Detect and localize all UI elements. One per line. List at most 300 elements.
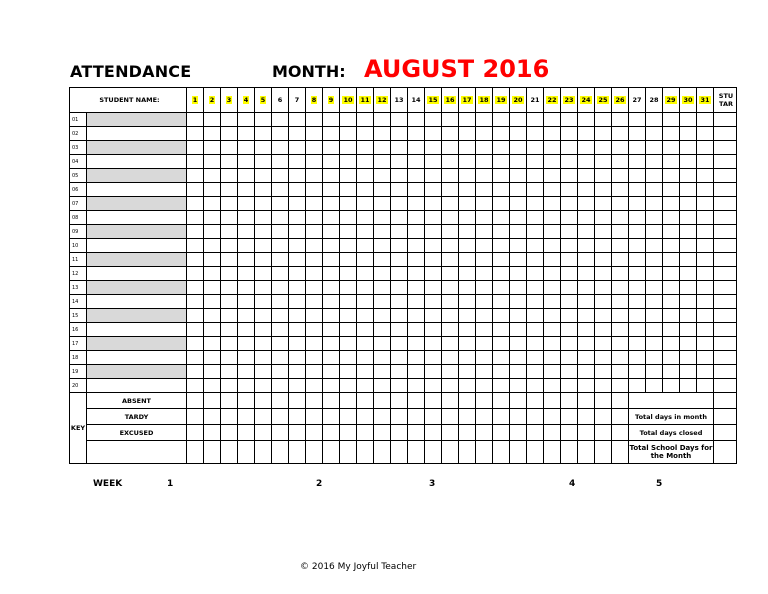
attendance-cell[interactable] xyxy=(680,239,697,253)
attendance-cell[interactable] xyxy=(697,323,714,337)
attendance-cell[interactable] xyxy=(340,183,357,197)
attendance-cell[interactable] xyxy=(340,267,357,281)
attendance-cell[interactable] xyxy=(527,281,544,295)
attendance-cell[interactable] xyxy=(374,323,391,337)
attendance-cell[interactable] xyxy=(442,211,459,225)
attendance-cell[interactable] xyxy=(510,323,527,337)
attendance-cell[interactable] xyxy=(680,225,697,239)
attendance-cell[interactable] xyxy=(238,169,255,183)
attendance-cell[interactable] xyxy=(459,239,476,253)
attendance-cell[interactable] xyxy=(493,295,510,309)
key-cell[interactable] xyxy=(493,409,510,425)
attendance-cell[interactable] xyxy=(289,337,306,351)
attendance-cell[interactable] xyxy=(510,183,527,197)
attendance-cell[interactable] xyxy=(663,323,680,337)
attendance-cell[interactable] xyxy=(510,113,527,127)
attendance-cell[interactable] xyxy=(272,267,289,281)
attendance-cell[interactable] xyxy=(340,225,357,239)
attendance-cell[interactable] xyxy=(459,183,476,197)
key-cell[interactable] xyxy=(204,425,221,441)
attendance-cell[interactable] xyxy=(306,323,323,337)
attendance-cell[interactable] xyxy=(408,239,425,253)
attendance-cell[interactable] xyxy=(697,337,714,351)
student-name-cell[interactable] xyxy=(87,225,187,239)
key-cell[interactable] xyxy=(493,393,510,409)
attendance-cell[interactable] xyxy=(357,323,374,337)
attendance-cell[interactable] xyxy=(323,183,340,197)
attendance-cell[interactable] xyxy=(544,267,561,281)
attendance-cell[interactable] xyxy=(510,281,527,295)
key-cell[interactable] xyxy=(425,393,442,409)
key-cell[interactable] xyxy=(510,393,527,409)
attendance-cell[interactable] xyxy=(612,225,629,239)
key-cell[interactable] xyxy=(408,393,425,409)
attendance-cell[interactable] xyxy=(238,379,255,393)
attendance-cell[interactable] xyxy=(391,211,408,225)
key-cell[interactable] xyxy=(578,441,595,464)
attendance-cell[interactable] xyxy=(323,337,340,351)
attendance-cell[interactable] xyxy=(204,309,221,323)
attendance-cell[interactable] xyxy=(510,351,527,365)
attendance-cell[interactable] xyxy=(187,323,204,337)
attendance-cell[interactable] xyxy=(663,183,680,197)
attendance-cell[interactable] xyxy=(238,337,255,351)
summary-value-cell[interactable] xyxy=(714,393,737,409)
attendance-cell[interactable] xyxy=(493,141,510,155)
attendance-cell[interactable] xyxy=(204,197,221,211)
attendance-cell[interactable] xyxy=(629,155,646,169)
attendance-cell[interactable] xyxy=(374,183,391,197)
attendance-cell[interactable] xyxy=(340,309,357,323)
attendance-cell[interactable] xyxy=(408,351,425,365)
attendance-cell[interactable] xyxy=(204,239,221,253)
attendance-cell[interactable] xyxy=(408,365,425,379)
key-cell[interactable] xyxy=(221,409,238,425)
attendance-cell[interactable] xyxy=(357,225,374,239)
attendance-cell[interactable] xyxy=(238,351,255,365)
attendance-cell[interactable] xyxy=(476,351,493,365)
attendance-cell[interactable] xyxy=(425,253,442,267)
attendance-cell[interactable] xyxy=(561,169,578,183)
key-cell[interactable] xyxy=(255,393,272,409)
summary-value-cell[interactable] xyxy=(714,425,737,441)
attendance-cell[interactable] xyxy=(255,365,272,379)
attendance-cell[interactable] xyxy=(374,365,391,379)
student-name-cell[interactable] xyxy=(87,295,187,309)
attendance-cell[interactable] xyxy=(204,155,221,169)
attendance-cell[interactable] xyxy=(272,309,289,323)
attendance-cell[interactable] xyxy=(612,351,629,365)
attendance-cell[interactable] xyxy=(459,141,476,155)
attendance-cell[interactable] xyxy=(238,239,255,253)
attendance-cell[interactable] xyxy=(544,113,561,127)
attendance-cell[interactable] xyxy=(595,197,612,211)
attendance-cell[interactable] xyxy=(459,197,476,211)
key-cell[interactable] xyxy=(612,425,629,441)
attendance-cell[interactable] xyxy=(697,155,714,169)
attendance-cell[interactable] xyxy=(680,351,697,365)
attendance-cell[interactable] xyxy=(238,183,255,197)
attendance-cell[interactable] xyxy=(255,183,272,197)
attendance-cell[interactable] xyxy=(340,295,357,309)
attendance-cell[interactable] xyxy=(289,309,306,323)
student-total-cell[interactable] xyxy=(714,323,737,337)
attendance-cell[interactable] xyxy=(595,295,612,309)
attendance-cell[interactable] xyxy=(442,323,459,337)
attendance-cell[interactable] xyxy=(391,141,408,155)
attendance-cell[interactable] xyxy=(680,253,697,267)
attendance-cell[interactable] xyxy=(510,211,527,225)
attendance-cell[interactable] xyxy=(187,365,204,379)
attendance-cell[interactable] xyxy=(255,127,272,141)
attendance-cell[interactable] xyxy=(578,323,595,337)
attendance-cell[interactable] xyxy=(374,141,391,155)
attendance-cell[interactable] xyxy=(238,267,255,281)
attendance-cell[interactable] xyxy=(323,351,340,365)
attendance-cell[interactable] xyxy=(561,155,578,169)
key-cell[interactable] xyxy=(374,441,391,464)
attendance-cell[interactable] xyxy=(646,379,663,393)
attendance-cell[interactable] xyxy=(561,267,578,281)
attendance-cell[interactable] xyxy=(272,295,289,309)
attendance-cell[interactable] xyxy=(187,351,204,365)
attendance-cell[interactable] xyxy=(187,127,204,141)
attendance-cell[interactable] xyxy=(680,169,697,183)
key-cell[interactable] xyxy=(238,409,255,425)
attendance-cell[interactable] xyxy=(408,281,425,295)
attendance-cell[interactable] xyxy=(697,379,714,393)
attendance-cell[interactable] xyxy=(187,267,204,281)
attendance-cell[interactable] xyxy=(544,281,561,295)
key-cell[interactable] xyxy=(544,409,561,425)
attendance-cell[interactable] xyxy=(442,267,459,281)
attendance-cell[interactable] xyxy=(612,323,629,337)
attendance-cell[interactable] xyxy=(306,281,323,295)
attendance-cell[interactable] xyxy=(459,379,476,393)
attendance-cell[interactable] xyxy=(238,295,255,309)
attendance-cell[interactable] xyxy=(357,239,374,253)
attendance-cell[interactable] xyxy=(272,253,289,267)
student-name-cell[interactable] xyxy=(87,379,187,393)
attendance-cell[interactable] xyxy=(459,225,476,239)
attendance-cell[interactable] xyxy=(493,253,510,267)
student-total-cell[interactable] xyxy=(714,183,737,197)
attendance-cell[interactable] xyxy=(646,141,663,155)
attendance-cell[interactable] xyxy=(221,281,238,295)
attendance-cell[interactable] xyxy=(306,379,323,393)
attendance-cell[interactable] xyxy=(476,267,493,281)
attendance-cell[interactable] xyxy=(595,267,612,281)
key-cell[interactable] xyxy=(425,425,442,441)
attendance-cell[interactable] xyxy=(221,141,238,155)
attendance-cell[interactable] xyxy=(306,155,323,169)
attendance-cell[interactable] xyxy=(357,127,374,141)
attendance-cell[interactable] xyxy=(289,323,306,337)
attendance-cell[interactable] xyxy=(255,379,272,393)
attendance-cell[interactable] xyxy=(578,155,595,169)
attendance-cell[interactable] xyxy=(646,267,663,281)
attendance-cell[interactable] xyxy=(272,211,289,225)
attendance-cell[interactable] xyxy=(510,365,527,379)
summary-value-cell[interactable] xyxy=(714,409,737,425)
key-cell[interactable] xyxy=(221,425,238,441)
attendance-cell[interactable] xyxy=(323,253,340,267)
attendance-cell[interactable] xyxy=(612,281,629,295)
attendance-cell[interactable] xyxy=(340,323,357,337)
attendance-cell[interactable] xyxy=(629,141,646,155)
attendance-cell[interactable] xyxy=(289,239,306,253)
attendance-cell[interactable] xyxy=(272,113,289,127)
attendance-cell[interactable] xyxy=(680,113,697,127)
attendance-cell[interactable] xyxy=(629,379,646,393)
attendance-cell[interactable] xyxy=(561,113,578,127)
attendance-cell[interactable] xyxy=(408,225,425,239)
key-cell[interactable] xyxy=(442,393,459,409)
attendance-cell[interactable] xyxy=(578,239,595,253)
attendance-cell[interactable] xyxy=(595,351,612,365)
attendance-cell[interactable] xyxy=(221,351,238,365)
attendance-cell[interactable] xyxy=(663,267,680,281)
attendance-cell[interactable] xyxy=(578,267,595,281)
attendance-cell[interactable] xyxy=(493,127,510,141)
attendance-cell[interactable] xyxy=(374,295,391,309)
attendance-cell[interactable] xyxy=(425,239,442,253)
attendance-cell[interactable] xyxy=(238,253,255,267)
attendance-cell[interactable] xyxy=(663,337,680,351)
attendance-cell[interactable] xyxy=(289,127,306,141)
attendance-cell[interactable] xyxy=(289,351,306,365)
key-cell[interactable] xyxy=(391,409,408,425)
attendance-cell[interactable] xyxy=(476,141,493,155)
attendance-cell[interactable] xyxy=(544,211,561,225)
attendance-cell[interactable] xyxy=(374,239,391,253)
attendance-cell[interactable] xyxy=(340,141,357,155)
student-total-cell[interactable] xyxy=(714,127,737,141)
student-total-cell[interactable] xyxy=(714,113,737,127)
key-cell[interactable] xyxy=(272,425,289,441)
attendance-cell[interactable] xyxy=(323,365,340,379)
key-cell[interactable] xyxy=(425,409,442,425)
attendance-cell[interactable] xyxy=(272,169,289,183)
attendance-cell[interactable] xyxy=(663,239,680,253)
attendance-cell[interactable] xyxy=(527,309,544,323)
attendance-cell[interactable] xyxy=(323,113,340,127)
attendance-cell[interactable] xyxy=(238,197,255,211)
student-name-cell[interactable] xyxy=(87,141,187,155)
attendance-cell[interactable] xyxy=(527,127,544,141)
attendance-cell[interactable] xyxy=(629,309,646,323)
attendance-cell[interactable] xyxy=(629,253,646,267)
attendance-cell[interactable] xyxy=(595,211,612,225)
attendance-cell[interactable] xyxy=(204,323,221,337)
attendance-cell[interactable] xyxy=(323,309,340,323)
key-cell[interactable] xyxy=(527,425,544,441)
attendance-cell[interactable] xyxy=(442,183,459,197)
attendance-cell[interactable] xyxy=(629,351,646,365)
attendance-cell[interactable] xyxy=(323,155,340,169)
attendance-cell[interactable] xyxy=(595,309,612,323)
attendance-cell[interactable] xyxy=(595,365,612,379)
key-cell[interactable] xyxy=(544,441,561,464)
attendance-cell[interactable] xyxy=(629,365,646,379)
attendance-cell[interactable] xyxy=(204,267,221,281)
attendance-cell[interactable] xyxy=(595,323,612,337)
attendance-cell[interactable] xyxy=(357,183,374,197)
student-total-cell[interactable] xyxy=(714,281,737,295)
attendance-cell[interactable] xyxy=(629,183,646,197)
attendance-cell[interactable] xyxy=(357,141,374,155)
attendance-cell[interactable] xyxy=(357,267,374,281)
attendance-cell[interactable] xyxy=(646,197,663,211)
attendance-cell[interactable] xyxy=(357,169,374,183)
key-cell[interactable] xyxy=(510,441,527,464)
attendance-cell[interactable] xyxy=(680,365,697,379)
attendance-cell[interactable] xyxy=(289,281,306,295)
attendance-cell[interactable] xyxy=(238,141,255,155)
attendance-cell[interactable] xyxy=(561,281,578,295)
attendance-cell[interactable] xyxy=(289,295,306,309)
key-cell[interactable] xyxy=(289,393,306,409)
student-total-cell[interactable] xyxy=(714,379,737,393)
attendance-cell[interactable] xyxy=(408,323,425,337)
key-cell[interactable] xyxy=(442,409,459,425)
attendance-cell[interactable] xyxy=(306,309,323,323)
attendance-cell[interactable] xyxy=(578,211,595,225)
student-total-cell[interactable] xyxy=(714,225,737,239)
key-cell[interactable] xyxy=(306,441,323,464)
key-cell[interactable] xyxy=(527,409,544,425)
attendance-cell[interactable] xyxy=(527,351,544,365)
attendance-cell[interactable] xyxy=(306,197,323,211)
attendance-cell[interactable] xyxy=(510,309,527,323)
attendance-cell[interactable] xyxy=(493,225,510,239)
attendance-cell[interactable] xyxy=(425,281,442,295)
attendance-cell[interactable] xyxy=(221,211,238,225)
attendance-cell[interactable] xyxy=(493,323,510,337)
key-cell[interactable] xyxy=(340,409,357,425)
student-total-cell[interactable] xyxy=(714,337,737,351)
attendance-cell[interactable] xyxy=(544,351,561,365)
attendance-cell[interactable] xyxy=(391,267,408,281)
key-cell[interactable] xyxy=(459,425,476,441)
attendance-cell[interactable] xyxy=(425,379,442,393)
student-name-cell[interactable] xyxy=(87,239,187,253)
attendance-cell[interactable] xyxy=(442,281,459,295)
attendance-cell[interactable] xyxy=(663,169,680,183)
student-total-cell[interactable] xyxy=(714,211,737,225)
attendance-cell[interactable] xyxy=(663,225,680,239)
attendance-cell[interactable] xyxy=(238,225,255,239)
attendance-cell[interactable] xyxy=(187,211,204,225)
attendance-cell[interactable] xyxy=(289,155,306,169)
attendance-cell[interactable] xyxy=(425,127,442,141)
attendance-cell[interactable] xyxy=(612,239,629,253)
attendance-cell[interactable] xyxy=(578,183,595,197)
attendance-cell[interactable] xyxy=(646,309,663,323)
attendance-cell[interactable] xyxy=(459,281,476,295)
key-cell[interactable] xyxy=(442,441,459,464)
attendance-cell[interactable] xyxy=(561,211,578,225)
attendance-cell[interactable] xyxy=(221,225,238,239)
attendance-cell[interactable] xyxy=(527,295,544,309)
attendance-cell[interactable] xyxy=(374,379,391,393)
attendance-cell[interactable] xyxy=(544,309,561,323)
attendance-cell[interactable] xyxy=(510,267,527,281)
attendance-cell[interactable] xyxy=(204,351,221,365)
key-cell[interactable] xyxy=(306,409,323,425)
attendance-cell[interactable] xyxy=(629,337,646,351)
attendance-cell[interactable] xyxy=(442,127,459,141)
attendance-cell[interactable] xyxy=(544,253,561,267)
attendance-cell[interactable] xyxy=(697,239,714,253)
attendance-cell[interactable] xyxy=(255,337,272,351)
attendance-cell[interactable] xyxy=(357,295,374,309)
attendance-cell[interactable] xyxy=(544,197,561,211)
attendance-cell[interactable] xyxy=(646,225,663,239)
attendance-cell[interactable] xyxy=(255,239,272,253)
attendance-cell[interactable] xyxy=(391,239,408,253)
attendance-cell[interactable] xyxy=(459,113,476,127)
attendance-cell[interactable] xyxy=(527,155,544,169)
attendance-cell[interactable] xyxy=(391,155,408,169)
attendance-cell[interactable] xyxy=(442,337,459,351)
attendance-cell[interactable] xyxy=(680,197,697,211)
key-cell[interactable] xyxy=(527,393,544,409)
attendance-cell[interactable] xyxy=(510,379,527,393)
attendance-cell[interactable] xyxy=(561,183,578,197)
attendance-cell[interactable] xyxy=(408,309,425,323)
attendance-cell[interactable] xyxy=(340,365,357,379)
attendance-cell[interactable] xyxy=(646,323,663,337)
key-cell[interactable] xyxy=(374,409,391,425)
attendance-cell[interactable] xyxy=(238,365,255,379)
attendance-cell[interactable] xyxy=(476,169,493,183)
attendance-cell[interactable] xyxy=(272,225,289,239)
attendance-cell[interactable] xyxy=(425,169,442,183)
attendance-cell[interactable] xyxy=(255,155,272,169)
attendance-cell[interactable] xyxy=(323,169,340,183)
attendance-cell[interactable] xyxy=(204,183,221,197)
key-cell[interactable] xyxy=(374,425,391,441)
attendance-cell[interactable] xyxy=(646,183,663,197)
student-name-cell[interactable] xyxy=(87,127,187,141)
key-cell[interactable] xyxy=(493,425,510,441)
attendance-cell[interactable] xyxy=(221,239,238,253)
student-name-cell[interactable] xyxy=(87,183,187,197)
key-cell[interactable] xyxy=(187,441,204,464)
key-cell[interactable] xyxy=(459,441,476,464)
student-total-cell[interactable] xyxy=(714,351,737,365)
attendance-cell[interactable] xyxy=(493,211,510,225)
attendance-cell[interactable] xyxy=(459,337,476,351)
attendance-cell[interactable] xyxy=(595,239,612,253)
student-name-cell[interactable] xyxy=(87,351,187,365)
attendance-cell[interactable] xyxy=(238,127,255,141)
attendance-cell[interactable] xyxy=(357,379,374,393)
attendance-cell[interactable] xyxy=(493,113,510,127)
attendance-cell[interactable] xyxy=(221,379,238,393)
attendance-cell[interactable] xyxy=(612,127,629,141)
attendance-cell[interactable] xyxy=(221,155,238,169)
attendance-cell[interactable] xyxy=(595,113,612,127)
attendance-cell[interactable] xyxy=(340,379,357,393)
attendance-cell[interactable] xyxy=(612,365,629,379)
attendance-cell[interactable] xyxy=(238,281,255,295)
attendance-cell[interactable] xyxy=(306,267,323,281)
attendance-cell[interactable] xyxy=(544,155,561,169)
key-cell[interactable] xyxy=(238,393,255,409)
attendance-cell[interactable] xyxy=(306,351,323,365)
